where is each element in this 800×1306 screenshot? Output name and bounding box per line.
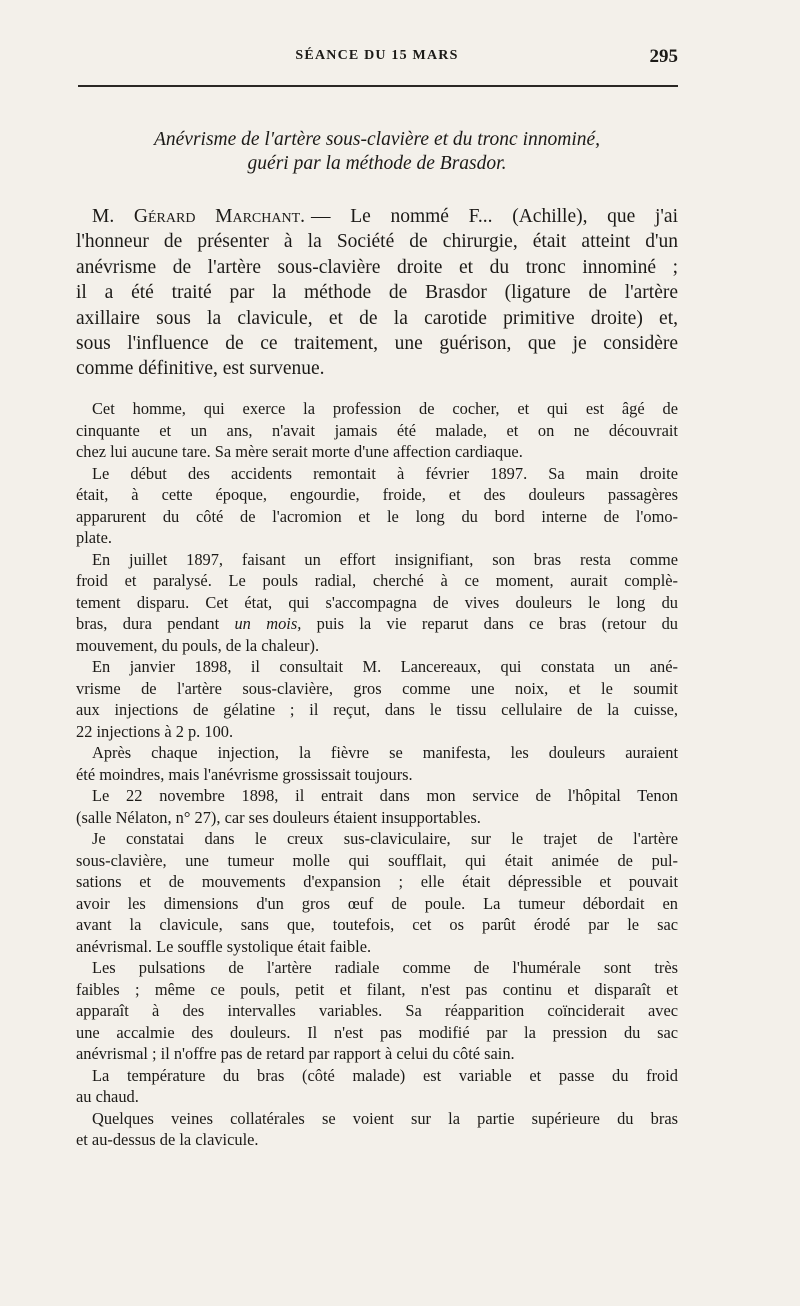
obs-line: était, à cette époque, engourdie, froide, et des douleurs passagères	[76, 485, 678, 504]
intro-line	[76, 204, 678, 229]
obs-line: En juillet 1897, faisant un effort insignifiant, son bras resta comme	[92, 549, 678, 569]
speaker-name: Gérard Marchant.	[133, 206, 306, 227]
page-number: 295	[649, 46, 678, 67]
intro-line: anévrisme de l'artère sous-clavière droite et du tronc innominé ;	[76, 256, 678, 278]
obs-line: Après chaque injection, la fièvre se manifesta, les douleurs auraient	[92, 743, 678, 762]
obs-line: (salle Nélaton, n° 27), car ses douleurs étaient insupportables.	[76, 807, 481, 827]
intro-line: axillaire sous la clavicule, et de la carotide primitive droite) et,	[76, 307, 678, 329]
obs-line: Cet homme, qui exerce la profession de cocher, et qui est âgé de	[92, 399, 678, 418]
obs-line: sous-clavière, une tumeur molle qui soufflait, qui était animée de pul-	[76, 850, 678, 870]
title-line-2: guéri par la méthode de Brasdor.	[247, 153, 507, 174]
obs-line: tement disparu. Cet état, qui s'accompagna de vives douleurs le long du	[76, 592, 678, 612]
obs-line: Le 22 novembre 1898, il entrait dans mon service de l'hôpital Tenon	[92, 786, 678, 805]
obs-line: anévrismal. Le souffle systolique était faible.	[76, 936, 372, 956]
obs-line: sations et de mouvements d'expansion ; elle était dépressible et pouvait	[76, 872, 678, 891]
speaker-prefix: M.	[92, 206, 115, 227]
obs-line: anévrismal ; il n'offre pas de retard par rapport à celui du côté sain.	[76, 1044, 515, 1063]
article-title	[76, 128, 678, 176]
obs-line: vrisme de l'artère sous-clavière, gros comme une noix, et le soumit	[76, 678, 678, 698]
intro-line-1-rest: — Le nommé F... (Achille), que j'ai	[311, 206, 678, 227]
obs-line: avoir les dimensions d'un gros œuf de poule. La tumeur débordait en	[76, 893, 678, 913]
obs-line: froid et paralysé. Le pouls radial, cherché à ce moment, aurait complè-	[76, 571, 678, 590]
obs-line: une accalmie des douleurs. Il n'est pas modifié par la pression du sac	[76, 1022, 678, 1042]
intro-paragraph	[76, 204, 678, 382]
obs-line: apparaît à des intervalles variables. Sa réapparition coïnciderait avec	[76, 1001, 678, 1020]
running-head	[76, 46, 678, 70]
obs-line: au chaud.	[76, 1087, 139, 1106]
obs-line: 22 injections à 2 p. 100.	[76, 721, 234, 741]
obs-line	[76, 613, 678, 635]
intro-line: comme définitive, est survenue.	[76, 358, 325, 380]
intro-line: sous l'influence de ce traitement, une guérison, que je considère	[76, 332, 678, 354]
obs-span: puis la vie reparut dans ce bras (retour du	[316, 614, 678, 633]
obs-line: apparurent du côté de l'acromion et le long du bord interne de l'omo-	[76, 506, 678, 526]
obs-line: chez lui aucune tare. Sa mère serait morte d'une affection cardiaque.	[76, 442, 523, 461]
header-rule	[78, 85, 678, 87]
intro-line: l'honneur de présenter à la Société de chirurgie, était atteint d'un	[76, 231, 678, 253]
obs-line: Le début des accidents remontait à février 1897. Sa main droite	[92, 463, 678, 483]
observation-text	[76, 398, 678, 1151]
intro-line: il a été traité par la méthode de Brasdor (ligature de l'artère	[76, 282, 678, 304]
obs-line: faibles ; même ce pouls, petit et filant, n'est pas continu et disparaît et	[76, 979, 678, 999]
obs-line: avant la clavicule, sans que, toutefois, cet os parût érodé par le sac	[76, 915, 678, 934]
obs-line: aux injections de gélatine ; il reçut, dans le tissu cellulaire de la cuisse,	[76, 700, 678, 719]
running-title: SÉANCE DU 15 MARS	[295, 48, 459, 63]
obs-line: Je constatai dans le creux sus-claviculaire, sur le trajet de l'artère	[92, 829, 678, 848]
obs-line: cinquante et un ans, n'avait jamais été malade, et on ne découvrait	[76, 420, 678, 440]
obs-line: Les pulsations de l'artère radiale comme de l'humérale sont très	[92, 958, 678, 977]
obs-line: été moindres, mais l'anévrisme grossissait toujours.	[76, 764, 413, 784]
obs-line: mouvement, du pouls, de la chaleur).	[76, 635, 320, 655]
obs-italic: un mois,	[234, 614, 302, 633]
obs-line: et au-dessus de la clavicule.	[76, 1130, 259, 1149]
obs-line: plate.	[76, 528, 112, 547]
obs-line: La température du bras (côté malade) est variable et passe du froid	[92, 1065, 678, 1085]
obs-span: bras, dura pendant	[76, 614, 220, 633]
obs-line: Quelques veines collatérales se voient sur la partie supérieure du bras	[92, 1108, 678, 1128]
obs-line: En janvier 1898, il consultait M. Lancereaux, qui constata un ané-	[92, 657, 678, 676]
title-line-1: Anévrisme de l'artère sous-clavière et du tronc innominé,	[153, 129, 601, 150]
